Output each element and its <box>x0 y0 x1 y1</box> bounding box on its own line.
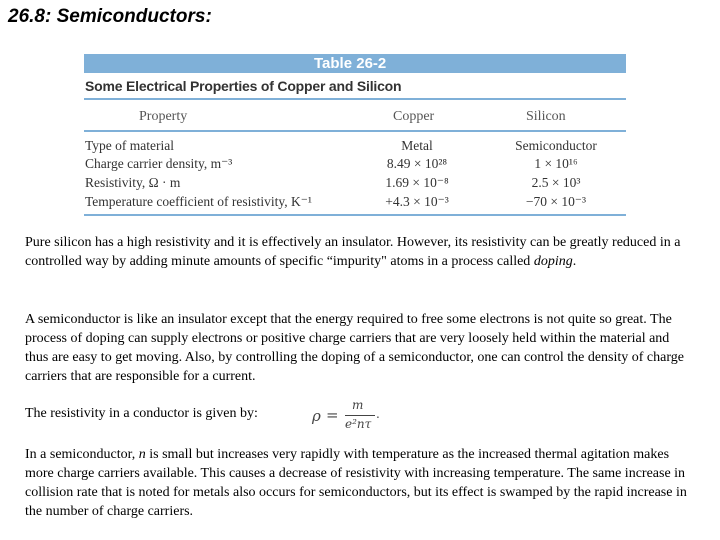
header-copper: Copper <box>393 109 435 124</box>
cell-property: Temperature coefficient of resistivity, K⁻¹ <box>85 194 312 209</box>
formula-equals: = <box>326 406 339 424</box>
paragraph-doping <box>25 233 695 271</box>
table-row <box>0 175 720 193</box>
header-silicon: Silicon <box>526 109 566 124</box>
emphasis-n: n <box>138 447 146 462</box>
paragraph-resistivity: The resistivity in a conductor is given by: <box>25 406 258 421</box>
table-row <box>0 194 720 212</box>
table-banner <box>84 54 626 73</box>
cell-copper: Metal <box>401 138 433 153</box>
cell-silicon: 2.5 × 10³ <box>531 175 581 190</box>
cell-property: Resistivity, Ω · m <box>85 175 181 190</box>
cell-copper: 8.49 × 10²⁸ <box>386 156 448 171</box>
cell-silicon: −70 × 10⁻³ <box>525 194 587 209</box>
emphasis-doping: doping <box>533 254 573 269</box>
cell-copper: +4.3 × 10⁻³ <box>385 194 449 209</box>
resistivity-formula <box>312 398 382 438</box>
paragraph-text: is small but increases very rapidly with temperature as the increased thermal agitation makes more charge carriers available. This causes a decrease of resistivity with increasing temperature. The same increase in collision rate that is noted for metals also occurs for semiconductors, but its effect is swamped by the rapid increase in the number of charge carriers. <box>25 447 687 519</box>
table-rule-header <box>84 130 626 132</box>
cell-silicon: 1 × 10¹⁶ <box>534 156 578 171</box>
table-rule-top <box>84 98 626 100</box>
cell-silicon: Semiconductor <box>515 138 597 153</box>
paragraph-end: . <box>572 254 577 269</box>
formula-fraction-bar <box>345 415 375 416</box>
table-row <box>0 138 720 156</box>
paragraph-temperature <box>25 445 695 521</box>
paragraph-semiconductor: A semiconductor is like an insulator except that the energy required to free some electrons is not quite so great. The process of doping can supply electrons or positive charge carriers that are very loosely held within the material and thus are easy to get moving. Also, by controlling the doping of a semiconductor, one can control the density of charge carriers that are responsible for a current. <box>25 312 684 384</box>
table-number: Table 26-2 <box>314 55 387 72</box>
table-row <box>0 156 720 174</box>
header-property: Property <box>139 109 188 124</box>
table-rule-bottom <box>84 214 626 216</box>
formula-denominator: e²nτ <box>345 417 372 431</box>
cell-property: Type of material <box>85 138 175 153</box>
cell-property: Charge carrier density, m⁻³ <box>85 156 233 171</box>
cell-copper: 1.69 × 10⁻⁸ <box>385 175 449 190</box>
paragraph-text: Pure silicon has a high resistivity and it is effectively an insulator. However, its resistivity can be greatly reduced in a controlled way by adding minute amounts of specific “impurity" atoms in a process called <box>25 235 681 269</box>
formula-period: . <box>376 407 380 421</box>
formula-rho: ρ <box>312 407 321 425</box>
formula-numerator: m <box>352 398 364 412</box>
page-title: 26.8: Semiconductors: <box>8 6 212 27</box>
table-caption: Some Electrical Properties of Copper and Silicon <box>85 78 402 94</box>
paragraph-text: In a semiconductor, <box>25 447 139 462</box>
